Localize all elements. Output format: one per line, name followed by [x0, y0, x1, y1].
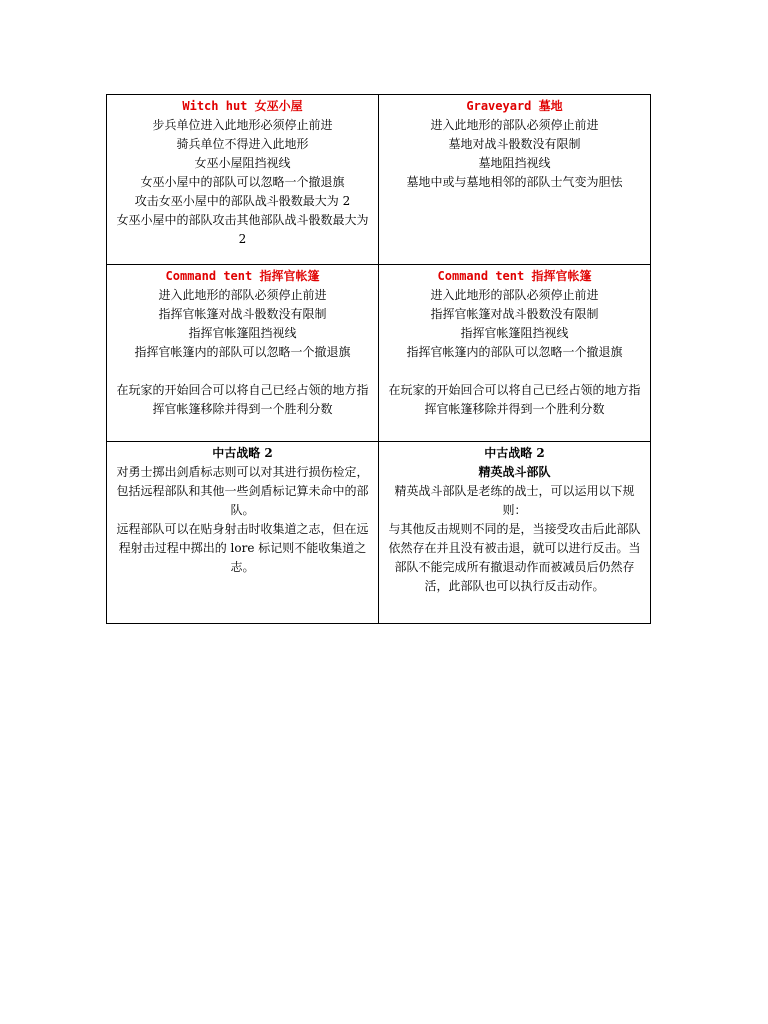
- cell-title: 中古战略 2: [212, 446, 273, 460]
- cell-text-line: 指挥官帐篷内的部队可以忽略一个撤退旗: [134, 345, 351, 359]
- graveyard-cell: [379, 95, 651, 265]
- cell-text-line: 指挥官帐篷对战斗骰数没有限制: [430, 307, 599, 321]
- cell-text-line: 墓地对战斗骰数没有限制: [448, 137, 581, 151]
- cell-text-line: 骑兵单位不得进入此地形: [176, 137, 309, 151]
- cell-text-paragraph: 对勇士掷出剑盾标志则可以对其进行损伤检定，包括远程部队和其他一些剑盾标记算未命中的部队。: [116, 465, 369, 517]
- cell-text-line: 指挥官帐篷阻挡视线: [460, 326, 569, 340]
- cell-text-paragraph: 远程部队可以在贴身射击时收集道之志，但在远程射击过程中掷出的 lore 标记则不能收集道之志。: [116, 522, 369, 574]
- paragraph-spacer: [385, 362, 644, 381]
- cell-text-line: 墓地中或与墓地相邻的部队士气变为胆怯: [406, 175, 623, 189]
- table-row: [107, 95, 651, 265]
- cell-text-line: 女巫小屋中的部队攻击其他部队战斗骰数最大为 2: [116, 213, 369, 246]
- cell-text-line: 攻击女巫小屋中的部队战斗骰数最大为 2: [134, 194, 351, 208]
- cell-text-paragraph: 在玩家的开始回合可以将自己已经占领的地方指挥官帐篷移除并得到一个胜利分数: [388, 383, 641, 416]
- cell-text-paragraph: 精英战斗部队是老练的战士，可以运用以下规则：: [394, 484, 635, 517]
- table-row: [107, 265, 651, 442]
- cell-text-line: 女巫小屋中的部队可以忽略一个撤退旗: [140, 175, 345, 189]
- witch-hut-cell: [107, 95, 379, 265]
- cell-title: Command tent 指挥官帐篷: [437, 269, 592, 283]
- cell-text-line: 进入此地形的部队必须停止前进: [430, 288, 599, 302]
- paragraph-spacer: [113, 362, 372, 381]
- cell-title: Command tent 指挥官帐篷: [165, 269, 320, 283]
- table-row: [107, 442, 651, 624]
- cell-text-paragraph: 在玩家的开始回合可以将自己已经占领的地方指挥官帐篷移除并得到一个胜利分数: [116, 383, 369, 416]
- cell-title: 中古战略 2: [484, 446, 545, 460]
- cell-title: Graveyard 墓地: [466, 99, 563, 113]
- cell-text-line: 进入此地形的部队必须停止前进: [158, 288, 327, 302]
- rules-table: [106, 94, 651, 624]
- cell-text-line: 指挥官帐篷内的部队可以忽略一个撤退旗: [406, 345, 623, 359]
- cell-text-paragraph: 与其他反击规则不同的是，当接受攻击后此部队依然存在并且没有被击退，就可以进行反击。当部队不能完成所有撤退动作而被减员后仍然存活，此部队也可以执行反击动作。: [388, 522, 641, 593]
- command-tent-cell-left: [107, 265, 379, 442]
- cell-text-line: 步兵单位进入此地形必须停止前进: [152, 118, 333, 132]
- medieval-strategy-cell-right: [379, 442, 651, 624]
- cell-text-line: 墓地阻挡视线: [478, 156, 551, 170]
- cell-text-line: 进入此地形的部队必须停止前进: [430, 118, 599, 132]
- cell-subtitle: 精英战斗部队: [478, 465, 551, 479]
- cell-title: Witch hut 女巫小屋: [182, 99, 303, 113]
- medieval-strategy-cell-left: [107, 442, 379, 624]
- command-tent-cell-right: [379, 265, 651, 442]
- cell-text-line: 女巫小屋阻挡视线: [194, 156, 291, 170]
- cell-text-line: 指挥官帐篷阻挡视线: [188, 326, 297, 340]
- cell-text-line: 指挥官帐篷对战斗骰数没有限制: [158, 307, 327, 321]
